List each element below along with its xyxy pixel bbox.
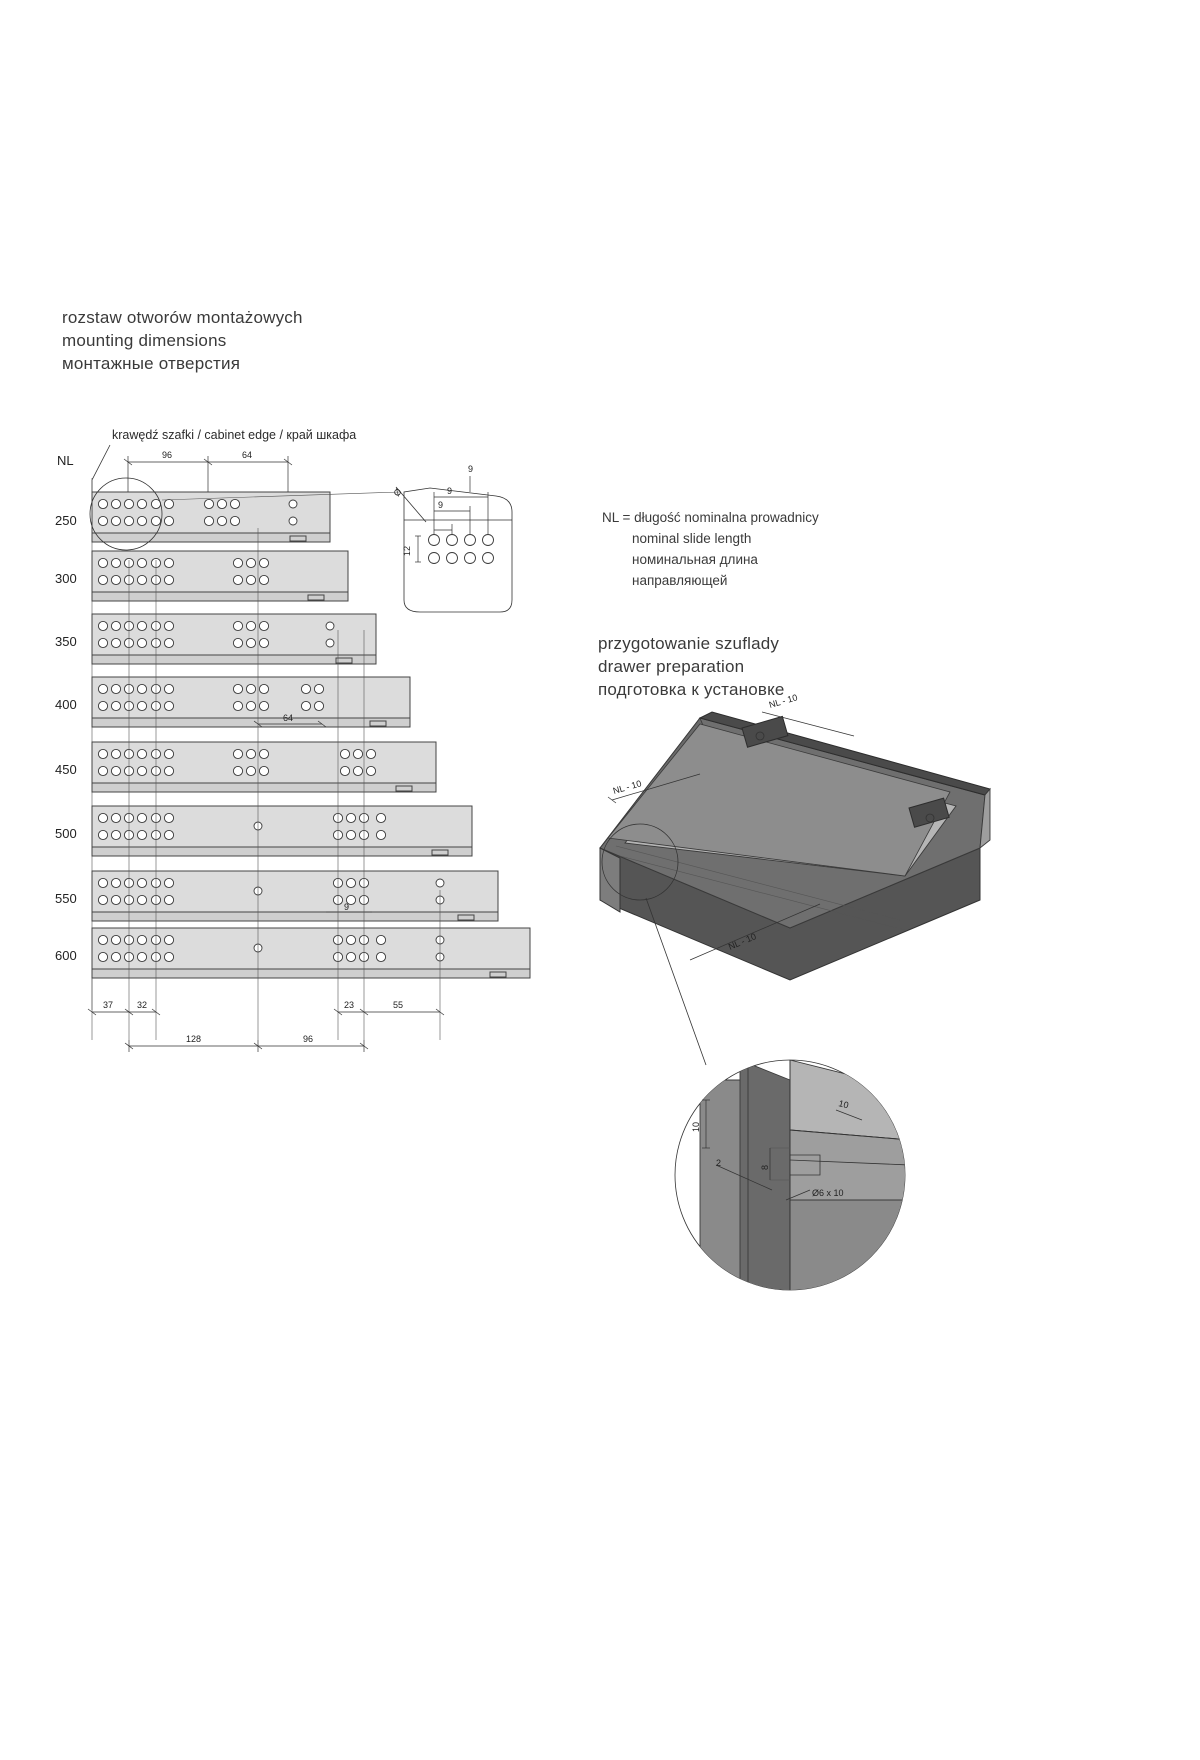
dim-detail-9b: 9	[447, 486, 453, 496]
dim-top-64: 64	[242, 450, 253, 460]
dim-drawer-nl-1: NL - 10	[611, 778, 643, 796]
drawer-prep-line-en: drawer preparation	[598, 656, 745, 676]
nl-note-line-3: номинальная длина	[632, 551, 758, 567]
dim-detail-8: 8	[760, 1164, 770, 1170]
top-dimension-chain	[124, 450, 292, 492]
dim-detail-10b: 10	[837, 1098, 850, 1111]
drawer-prep-line-pl: przygotowanie szuflady	[598, 634, 780, 653]
slide-row-label-250: 250	[55, 513, 77, 528]
title-line-ru: монтажные отверстия	[62, 353, 241, 373]
slide-row-300	[55, 551, 348, 601]
dim-mid-64: 64	[283, 713, 294, 723]
slide-row-label-600: 600	[55, 948, 77, 963]
slide-row-label-450: 450	[55, 762, 77, 777]
dim-detail-9a: 9	[438, 500, 444, 510]
dim-detail-2: 2	[716, 1158, 722, 1168]
slide-row-label-500: 500	[55, 826, 77, 841]
dim-detail-angle: Ø	[391, 486, 404, 499]
dim-drawer-nl-2: NL - 10	[767, 692, 799, 710]
slide-row-450	[55, 742, 436, 792]
slide-row-label-550: 550	[55, 891, 77, 906]
slide-row-250	[55, 478, 330, 550]
bottom-dimension-chain	[88, 1000, 444, 1052]
slide-row-600	[55, 928, 530, 978]
drawer-perspective-view	[600, 692, 990, 1065]
nl-axis-label: NL	[57, 453, 74, 468]
slide-row-label-350: 350	[55, 634, 77, 649]
drawer-prep-line-ru: подготовка к установке	[598, 679, 785, 699]
dim-bottom-32: 32	[137, 1000, 148, 1010]
dim-detail-dowel: Ø6 x 10	[812, 1188, 844, 1198]
cabinet-edge-leader	[92, 445, 110, 492]
dim-span-128: 128	[186, 1034, 202, 1044]
slide-row-550	[55, 871, 498, 921]
dim-detail-12: 12	[402, 545, 412, 556]
dim-span-96: 96	[303, 1034, 314, 1044]
title-line-en: mounting dimensions	[62, 330, 227, 350]
dim-detail-9c: 9	[468, 464, 474, 474]
nl-note-line-2: nominal slide length	[632, 530, 752, 546]
dim-drawer-nl-3: NL - 10	[726, 931, 758, 952]
slide-row-350	[55, 614, 376, 664]
slide-row-400	[55, 677, 410, 727]
nl-note-line-4: направляющей	[632, 572, 728, 588]
slide-row-label-300: 300	[55, 571, 77, 586]
title-line-pl: rozstaw otworów montażowych	[62, 308, 303, 327]
dim-bottom-55: 55	[393, 1000, 404, 1010]
dim-mid-9: 9	[344, 902, 350, 912]
dim-top-96: 96	[162, 450, 173, 460]
dim-bottom-37: 37	[103, 1000, 114, 1010]
cabinet-edge-label: krawędź szafki / cabinet edge / край шкафа	[112, 428, 357, 442]
dim-bottom-23: 23	[344, 1000, 355, 1010]
slide-row-label-400: 400	[55, 697, 77, 712]
drilling-detail-circle	[675, 1060, 910, 1300]
slide-row-500	[55, 806, 472, 856]
dim-detail-10: 10	[691, 1121, 701, 1132]
nl-note-line-1: NL = długość nominalna prowadnicy	[602, 510, 819, 525]
